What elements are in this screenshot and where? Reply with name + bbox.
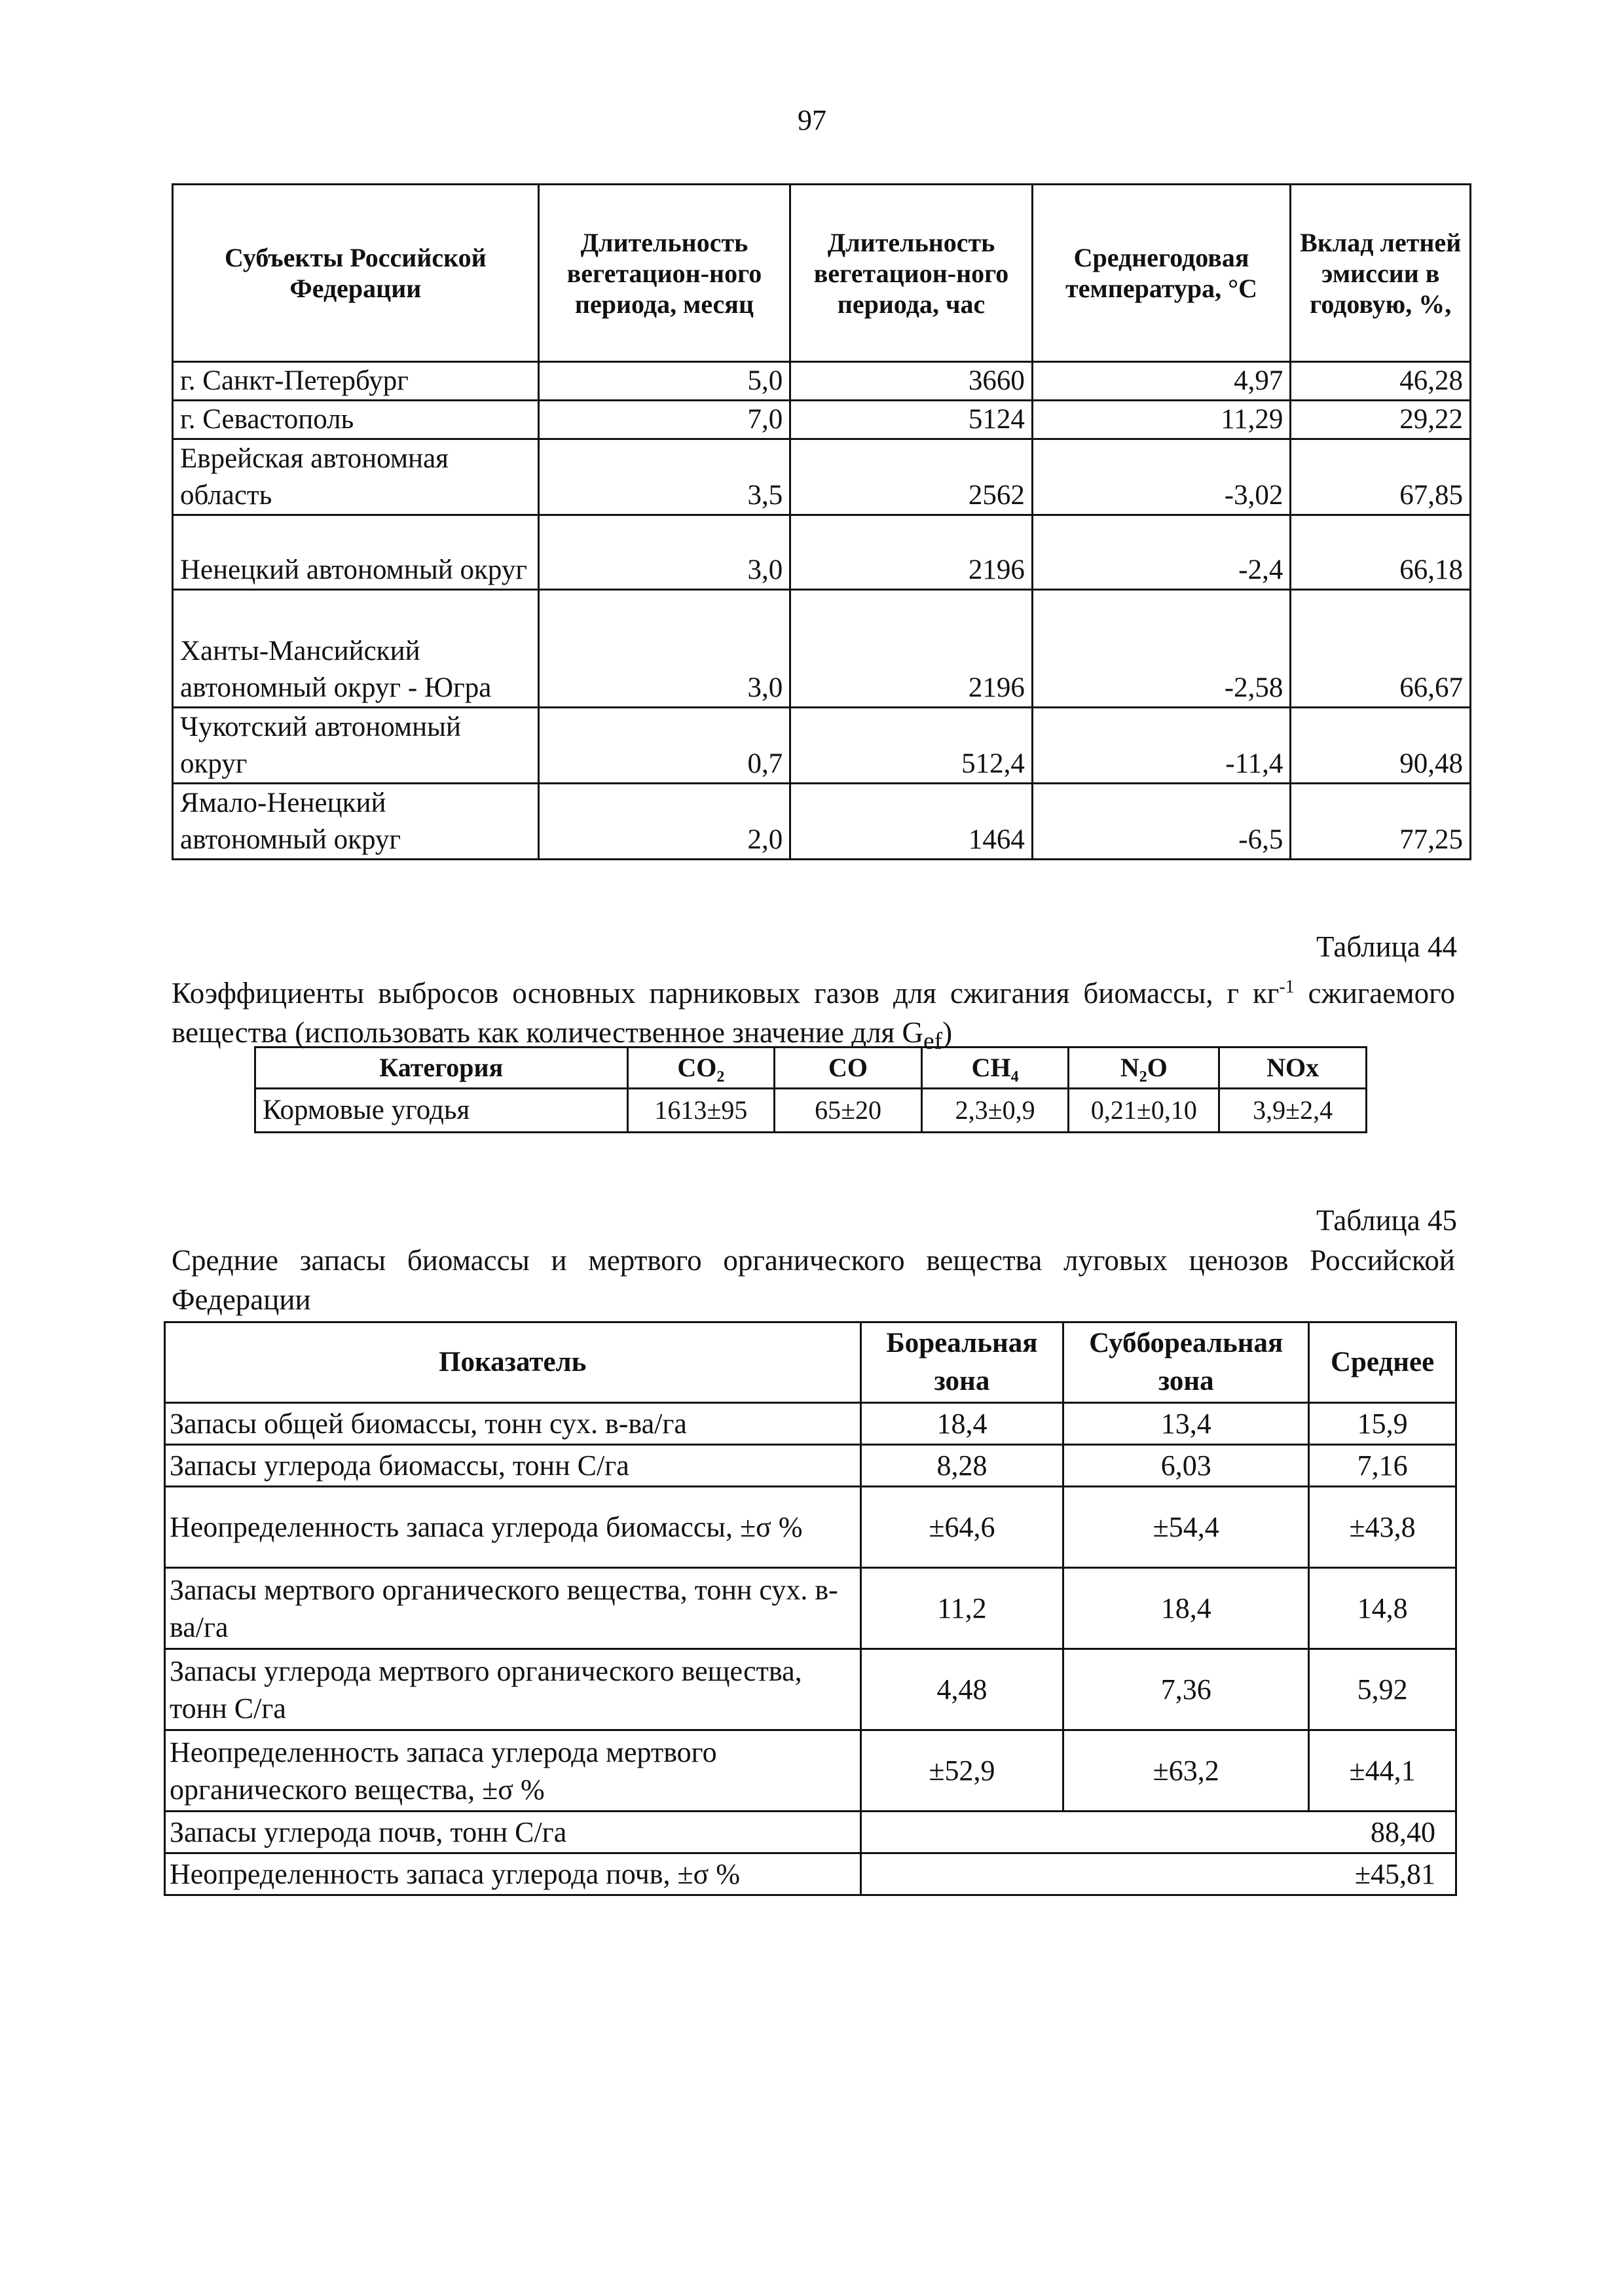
table-row [173, 784, 1471, 860]
table-44-title-subscript: ef [923, 1028, 943, 1055]
average-value: 14,8 [1309, 1568, 1456, 1649]
table-45-caption: Таблица 45 [1316, 1204, 1457, 1237]
table-row [173, 515, 1471, 590]
table-header-row [165, 1322, 1456, 1403]
temperature-value: -2,58 [1032, 590, 1291, 708]
table-row [165, 1487, 1456, 1568]
temperature-value: 4,97 [1032, 362, 1291, 401]
share-value: 46,28 [1291, 362, 1471, 401]
region-name: Еврейская автономная область [173, 439, 539, 515]
indicator-label: Запасы углерода мертвого органического вещества, тонн С/га [165, 1649, 861, 1730]
table-row [173, 401, 1471, 439]
header-months: Длительность вегетацион-ного периода, месяц [538, 185, 790, 362]
table-44-caption: Таблица 44 [1316, 930, 1457, 963]
table-row [173, 362, 1471, 401]
region-name: Ханты-Мансийский автономный округ - Югра [173, 590, 539, 708]
months-value: 3,5 [538, 439, 790, 515]
share-value: 29,22 [1291, 401, 1471, 439]
hours-value: 5124 [790, 401, 1033, 439]
table-row [173, 439, 1471, 515]
average-value: 15,9 [1309, 1403, 1456, 1445]
average-value: ±43,8 [1309, 1487, 1456, 1568]
table-row [165, 1853, 1456, 1895]
hours-value: 2562 [790, 439, 1033, 515]
header-co2: CO₂ [627, 1048, 775, 1089]
header-summer-share: Вклад летней эмиссии в годовую, %, [1291, 185, 1471, 362]
share-value: 66,67 [1291, 590, 1471, 708]
region-name: Чукотский автономный округ [173, 708, 539, 784]
months-value: 2,0 [538, 784, 790, 860]
subboreal-value: 6,03 [1063, 1445, 1309, 1487]
table-row [165, 1730, 1456, 1812]
hours-value: 1464 [790, 784, 1033, 860]
months-value: 0,7 [538, 708, 790, 784]
region-name: Ненецкий автономный округ [173, 515, 539, 590]
boreal-value: ±52,9 [860, 1730, 1063, 1812]
table-row [165, 1445, 1456, 1487]
temperature-value: 11,29 [1032, 401, 1291, 439]
months-value: 5,0 [538, 362, 790, 401]
average-value: 5,92 [1309, 1649, 1456, 1730]
subboreal-value: 18,4 [1063, 1568, 1309, 1649]
nox-cell: 3,9±2,4 [1219, 1089, 1367, 1133]
header-average: Среднее [1309, 1322, 1456, 1403]
regions-table [172, 183, 1471, 860]
hours-value: 512,4 [790, 708, 1033, 784]
table-row [165, 1403, 1456, 1445]
merged-value: 88,40 [860, 1812, 1456, 1853]
share-value: 77,25 [1291, 784, 1471, 860]
months-value: 3,0 [538, 515, 790, 590]
boreal-value: ±64,6 [860, 1487, 1063, 1568]
boreal-value: 4,48 [860, 1649, 1063, 1730]
table-header-row [255, 1048, 1367, 1089]
table-row [173, 708, 1471, 784]
table-row [255, 1089, 1367, 1133]
region-name: г. Севастополь [173, 401, 539, 439]
header-boreal: Бореальная зона [860, 1322, 1063, 1403]
share-value: 90,48 [1291, 708, 1471, 784]
table-row [165, 1649, 1456, 1730]
share-value: 66,18 [1291, 515, 1471, 590]
biomass-stocks-table [164, 1321, 1457, 1896]
indicator-label: Неопределенность запаса углерода мертвого органического вещества, ±σ % [165, 1730, 861, 1812]
region-name: г. Санкт-Петербург [173, 362, 539, 401]
months-value: 3,0 [538, 590, 790, 708]
header-subboreal: Суббореальная зона [1063, 1322, 1309, 1403]
boreal-value: 11,2 [860, 1568, 1063, 1649]
co2-cell: 1613±95 [627, 1089, 775, 1133]
indicator-label: Запасы углерода почв, тонн С/га [165, 1812, 861, 1853]
table-row [165, 1812, 1456, 1853]
indicator-label: Запасы общей биомассы, тонн сух. в-ва/га [165, 1403, 861, 1445]
temperature-value: -6,5 [1032, 784, 1291, 860]
average-value: 7,16 [1309, 1445, 1456, 1487]
header-ch4: CH₄ [921, 1048, 1069, 1089]
ch4-cell: 2,3±0,9 [921, 1089, 1069, 1133]
subboreal-value: 7,36 [1063, 1649, 1309, 1730]
header-nox: NOx [1219, 1048, 1367, 1089]
subboreal-value: 13,4 [1063, 1403, 1309, 1445]
hours-value: 2196 [790, 515, 1033, 590]
page-number: 97 [798, 104, 826, 136]
indicator-label: Запасы углерода биомассы, тонн С/га [165, 1445, 861, 1487]
table-header-row [173, 185, 1471, 362]
table-row [173, 590, 1471, 708]
indicator-label: Запасы мертвого органического вещества, тонн сух. в-ва/га [165, 1568, 861, 1649]
emission-factors-table [254, 1046, 1367, 1133]
subboreal-value: ±63,2 [1063, 1730, 1309, 1812]
header-temperature: Среднегодовая температура, °С [1032, 185, 1291, 362]
table-44-title-main: Коэффициенты выбросов основных парниковых газов для сжигания биомассы, г кг [172, 977, 1280, 1010]
boreal-value: 8,28 [860, 1445, 1063, 1487]
boreal-value: 18,4 [860, 1403, 1063, 1445]
indicator-label: Неопределенность запаса углерода биомассы, ±σ % [165, 1487, 861, 1568]
months-value: 7,0 [538, 401, 790, 439]
temperature-value: -3,02 [1032, 439, 1291, 515]
co-cell: 65±20 [775, 1089, 922, 1133]
header-hours: Длительность вегетацион-ного периода, час [790, 185, 1033, 362]
table-44-title-superscript: -1 [1279, 977, 1295, 997]
region-name: Ямало-Ненецкий автономный округ [173, 784, 539, 860]
header-region: Субъекты Российской Федерации [173, 185, 539, 362]
n2o-cell: 0,21±0,10 [1069, 1089, 1219, 1133]
average-value: ±44,1 [1309, 1730, 1456, 1812]
table-45-title: Средние запасы биомассы и мертвого органического вещества луговых ценозов Российской Федерации [172, 1244, 1455, 1316]
temperature-value: -2,4 [1032, 515, 1291, 590]
table-44-title-end: ) [942, 1016, 953, 1049]
temperature-value: -11,4 [1032, 708, 1291, 784]
header-co: CO [775, 1048, 922, 1089]
subboreal-value: ±54,4 [1063, 1487, 1309, 1568]
indicator-label: Неопределенность запаса углерода почв, ±σ % [165, 1853, 861, 1895]
header-indicator: Показатель [165, 1322, 861, 1403]
hours-value: 3660 [790, 362, 1033, 401]
category-cell: Кормовые угодья [255, 1089, 628, 1133]
table-44-title-rest: сжигаемого вещества (использовать как количественное значение для G [172, 977, 1455, 1049]
header-category: Категория [255, 1048, 628, 1089]
merged-value: ±45,81 [860, 1853, 1456, 1895]
hours-value: 2196 [790, 590, 1033, 708]
share-value: 67,85 [1291, 439, 1471, 515]
table-row [165, 1568, 1456, 1649]
header-n2o: N₂O [1069, 1048, 1219, 1089]
